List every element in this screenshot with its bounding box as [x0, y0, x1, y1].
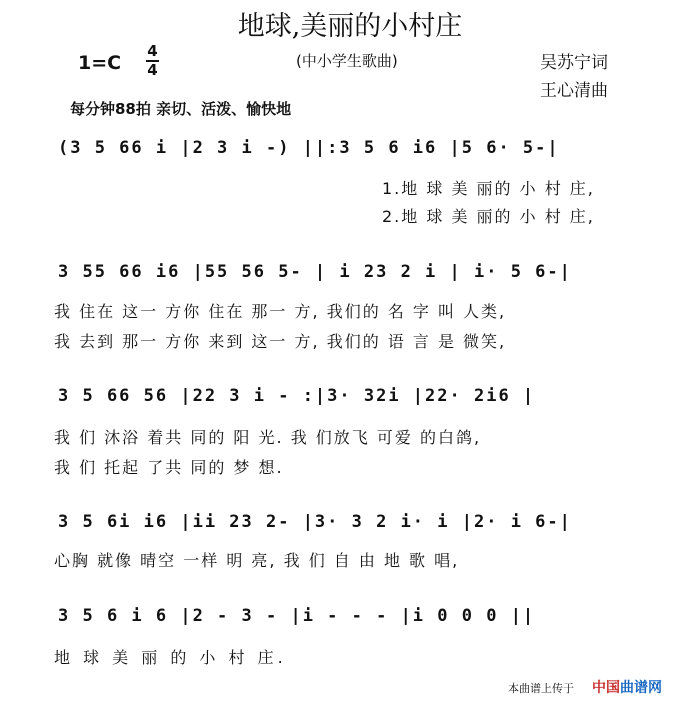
lyricist-credit: 吴苏宁词 [540, 53, 608, 73]
composer-credit: 王心清曲 [540, 81, 608, 101]
song-subtitle: (中小学生歌曲) [296, 52, 398, 70]
tempo-marking: 每分钟88拍 亲切、活泼、愉快地 [70, 100, 292, 118]
notation-line-3: 3 5 66 56 |22 3 i - :|3· 32i |22· 2i6 | [58, 386, 536, 406]
key-signature: 1=C [78, 52, 122, 74]
song-title: 地球,美丽的小村庄 [237, 11, 463, 42]
meter-top: 4 [147, 42, 158, 60]
upload-note: 本曲谱上传于 [508, 682, 574, 695]
notation-line-2: 3 55 66 i6 |55 56 5- | i 23 2 i | i· 5 6-| [58, 262, 572, 282]
lyric-line-5: 地 球 美 丽 的 小 村 庄. [54, 648, 287, 667]
lyric-line-3-verse-1: 我 们 沐浴 着共 同的 阳 光. 我 们放飞 可爱 的白鸽, [54, 428, 482, 447]
lyric-line-1-verse-2: 2.地 球 美 丽的 小 村 庄, [382, 207, 595, 226]
meter-bottom: 4 [147, 61, 158, 79]
notation-line-5: 3 5 6 i 6 |2 - 3 - |i - - - |i 0 0 0 || [58, 606, 536, 626]
lyric-line-2-verse-1: 我 住在 这一 方你 住在 那一 方, 我们的 名 字 叫 人类, [54, 302, 507, 321]
lyric-line-2-verse-2: 我 去到 那一 方你 来到 这一 方, 我们的 语 言 是 微笑, [54, 332, 507, 351]
notation-line-1: (3 5 66 i |2 3 i -) ||:3 5 6 i6 |5 6· 5-| [58, 138, 560, 158]
site-logo [592, 677, 662, 697]
lyric-line-1-verse-1: 1.地 球 美 丽的 小 村 庄, [382, 179, 595, 198]
site-prefix: 中国 [592, 680, 620, 696]
site-name: 曲谱网 [620, 680, 662, 696]
lyric-line-4: 心胸 就像 晴空 一样 明 亮, 我 们 自 由 地 歌 唱, [54, 551, 460, 570]
lyric-line-3-verse-2: 我 们 托起 了共 同的 梦 想. [54, 458, 284, 477]
notation-line-4: 3 5 6i i6 |ii 23 2- |3· 3 2 i· i |2· i 6-| [58, 512, 572, 532]
time-signature [146, 44, 159, 78]
